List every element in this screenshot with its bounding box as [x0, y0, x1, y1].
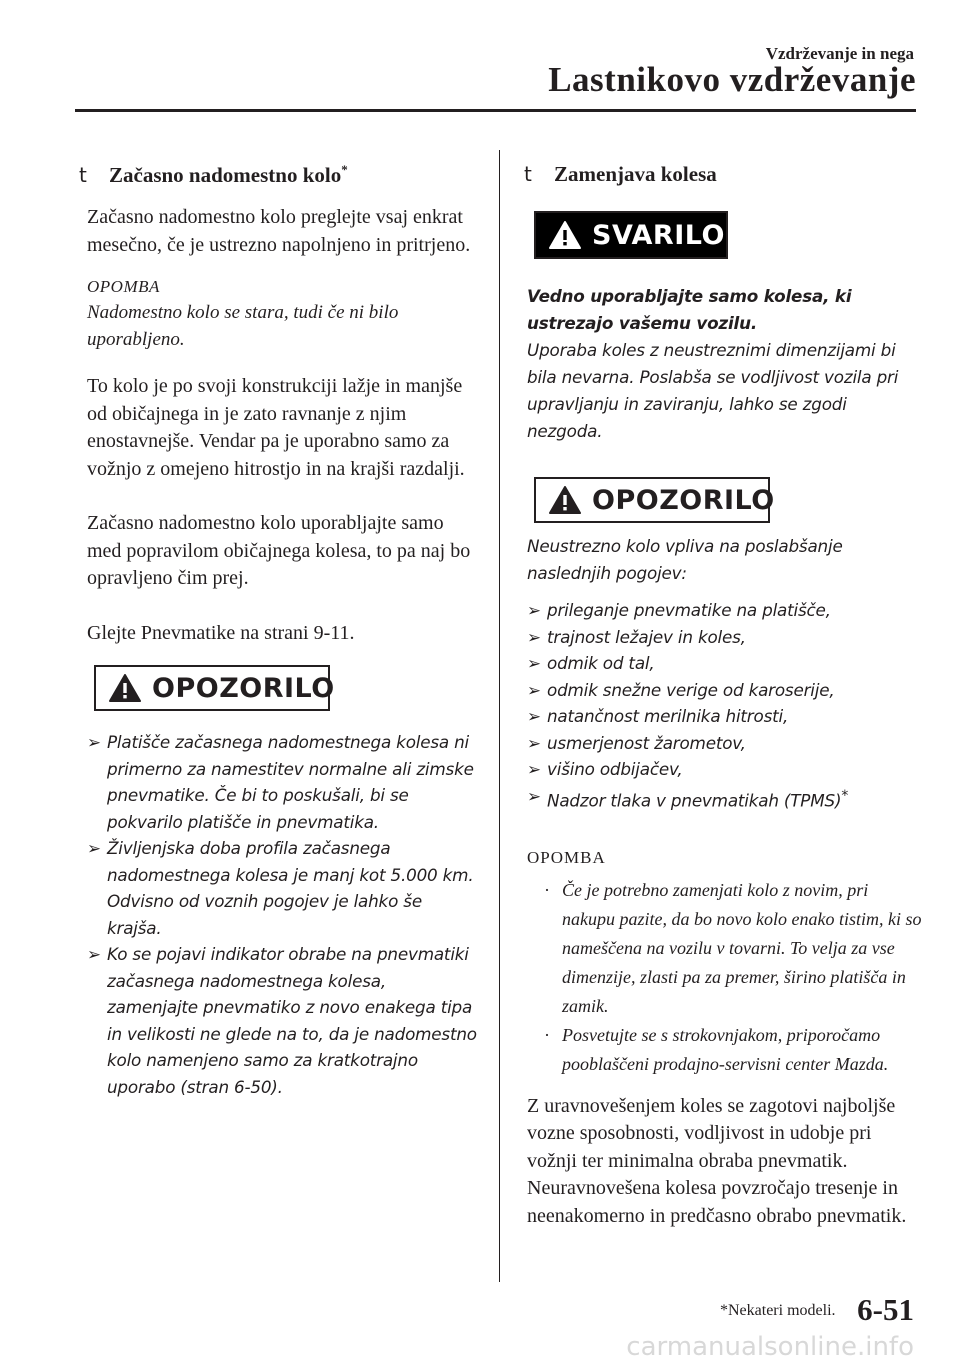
left-warning-box: [94, 665, 335, 711]
warning-triangle-icon: [536, 485, 592, 515]
bullet-icon: ·: [544, 879, 550, 900]
left-paragraph-4: Glejte Pnevmatike na strani 9-11.: [87, 621, 355, 644]
left-paragraph-3: Začasno nadomestno kolo uporabljajte samo med popravilom običajnega kolesa, to pa naj bo opravljeno čim prej.: [87, 512, 471, 589]
triangle-arrow-icon: ➢: [527, 759, 541, 779]
danger-text: Uporaba koles z neustreznimi dimenzijami bi bila nevarna. Poslabša se vodljivost vozila pri upravljanju in zaviranju, lahko se zgodi nezgoda.: [527, 340, 899, 441]
triangle-arrow-icon: ➢: [527, 600, 541, 620]
warning-label: OPOZORILO: [152, 672, 335, 704]
footnote: *Nekateri modeli.: [720, 1302, 836, 1319]
list-item: ➢ prileganje pnevmatike na platišče,: [527, 597, 924, 624]
list-item: · Če je potrebno zamenjati kolo z novim, pri nakupu pazite, da bo novo kolo enako tistim, ki so nameščena na vozilu v tovarni. To velja za vse dimenzije, zlasti pa za premer, širino platišča in zamik.: [542, 876, 924, 1021]
page-number: 6-51: [857, 1292, 914, 1327]
triangle-arrow-icon: ➢: [527, 706, 541, 726]
triangle-arrow-icon: ➢: [527, 732, 541, 753]
page-title: Lastnikovo vzdrževanje: [548, 60, 916, 99]
right-heading-text: Zamenjava kolesa: [554, 162, 717, 186]
triangle-arrow-icon: ➢: [87, 944, 101, 964]
left-heading: [79, 162, 479, 188]
warning-label: OPOZORILO: [592, 484, 775, 516]
list-item: ➢ Ko se pojavi indikator obrabe na pnevmatiki začasnega nadomestnega kolesa, zamenjajte pnevmatiko z novo enakega tipa in velikosti ne glede na to, da je nadomestno kolo namenjeno samo za kratkotrajno uporabo (stran 6-50).: [87, 941, 479, 1100]
right-warning-list: [527, 597, 924, 814]
triangle-arrow-icon: ➢: [87, 838, 101, 858]
right-note-title: OPOMBA: [527, 847, 606, 867]
left-note-title: OPOMBA: [87, 277, 160, 296]
triangle-arrow-icon: ➢: [527, 679, 541, 700]
list-item: ➢ odmik snežne verige od karoserije,: [527, 677, 924, 704]
list-item: ➢ natančnost merilnika hitrosti,: [527, 703, 924, 730]
list-item: ➢ Nadzor tlaka v pnevmatikah (TPMS)*: [527, 783, 924, 814]
warning-triangle-icon: [96, 673, 152, 703]
triangle-arrow-icon: ➢: [527, 653, 541, 673]
warning-intro: Neustrezno kolo vpliva na poslabšanje naslednjih pogojev:: [527, 536, 843, 583]
right-warning-box: [534, 477, 775, 523]
header-section: Vzdrževanje in nega: [765, 44, 914, 63]
list-item: ➢ Življenjska doba profila začasnega nadomestnega kolesa je manj kot 5.000 km. Odvisno od voznih pogojev je lahko še krajša.: [87, 835, 479, 941]
triangle-arrow-icon: ➢: [527, 626, 541, 647]
danger-box: [534, 211, 728, 259]
right-heading: [524, 162, 924, 187]
heading-marker: t: [524, 162, 532, 186]
danger-bold-text: Vedno uporabljajte samo kolesa, ki ustrezajo vašemu vozilu.: [527, 286, 852, 333]
list-item: · Posvetujte se s strokovnjakom, priporočamo pooblaščeni prodajno-servisni center Mazda.: [542, 1021, 924, 1079]
list-item: ➢ trajnost ležajev in koles,: [527, 624, 924, 651]
warning-triangle-icon: [536, 220, 592, 250]
header-rule: [75, 109, 916, 112]
right-column: [524, 152, 924, 1248]
left-paragraph-2: To kolo je po svoji konstrukciji lažje in manjše od običajnega in je zato ravnanje z njim enostavnejše. Vendar pa je uporabno samo za vožnjo z omejeno hitrostjo in na krajši razdalji.: [87, 375, 465, 480]
left-warning-list: [87, 729, 479, 1100]
triangle-arrow-icon: ➢: [87, 732, 101, 752]
left-heading-text: Začasno nadomestno kolo*: [109, 162, 348, 187]
left-note-text: Nadomestno kolo se stara, tudi če ni bilo uporabljeno.: [87, 302, 399, 350]
watermark: carmanualsonline.info: [626, 1332, 914, 1362]
triangle-arrow-icon: ➢: [527, 785, 541, 806]
danger-label: SVARILO: [592, 219, 725, 251]
column-divider: [499, 150, 500, 1282]
right-paragraph-end: Z uravnovešenjem koles se zagotovi najboljše vozne sposobnosti, vodljivost in udobje pri vožnji ter minimalna obraba pnevmatik. Neuravnovešena kolesa povzročajo tresenje in neenakomerno in predčasno obrabo pnevmatik.: [527, 1094, 907, 1227]
left-paragraph-1: Začasno nadomestno kolo preglejte vsaj enkrat mesečno, če je ustrezno napolnjeno in pritrjeno.: [87, 206, 471, 256]
list-item: ➢ višino odbijačev,: [527, 756, 924, 783]
heading-marker: t: [79, 163, 87, 187]
bullet-icon: ·: [544, 1024, 550, 1045]
list-item: ➢ Platišče začasnega nadomestnega kolesa ni primerno za namestitev normalne ali zimske pnevmatike. Če bi to poskušali, bi se pokvarilo platišče in pnevmatika.: [87, 729, 479, 835]
right-note-list: [542, 876, 924, 1079]
list-item: ➢ odmik od tal,: [527, 650, 924, 677]
list-item: ➢ usmerjenost žarometov,: [527, 730, 924, 757]
left-column: [79, 152, 479, 1100]
